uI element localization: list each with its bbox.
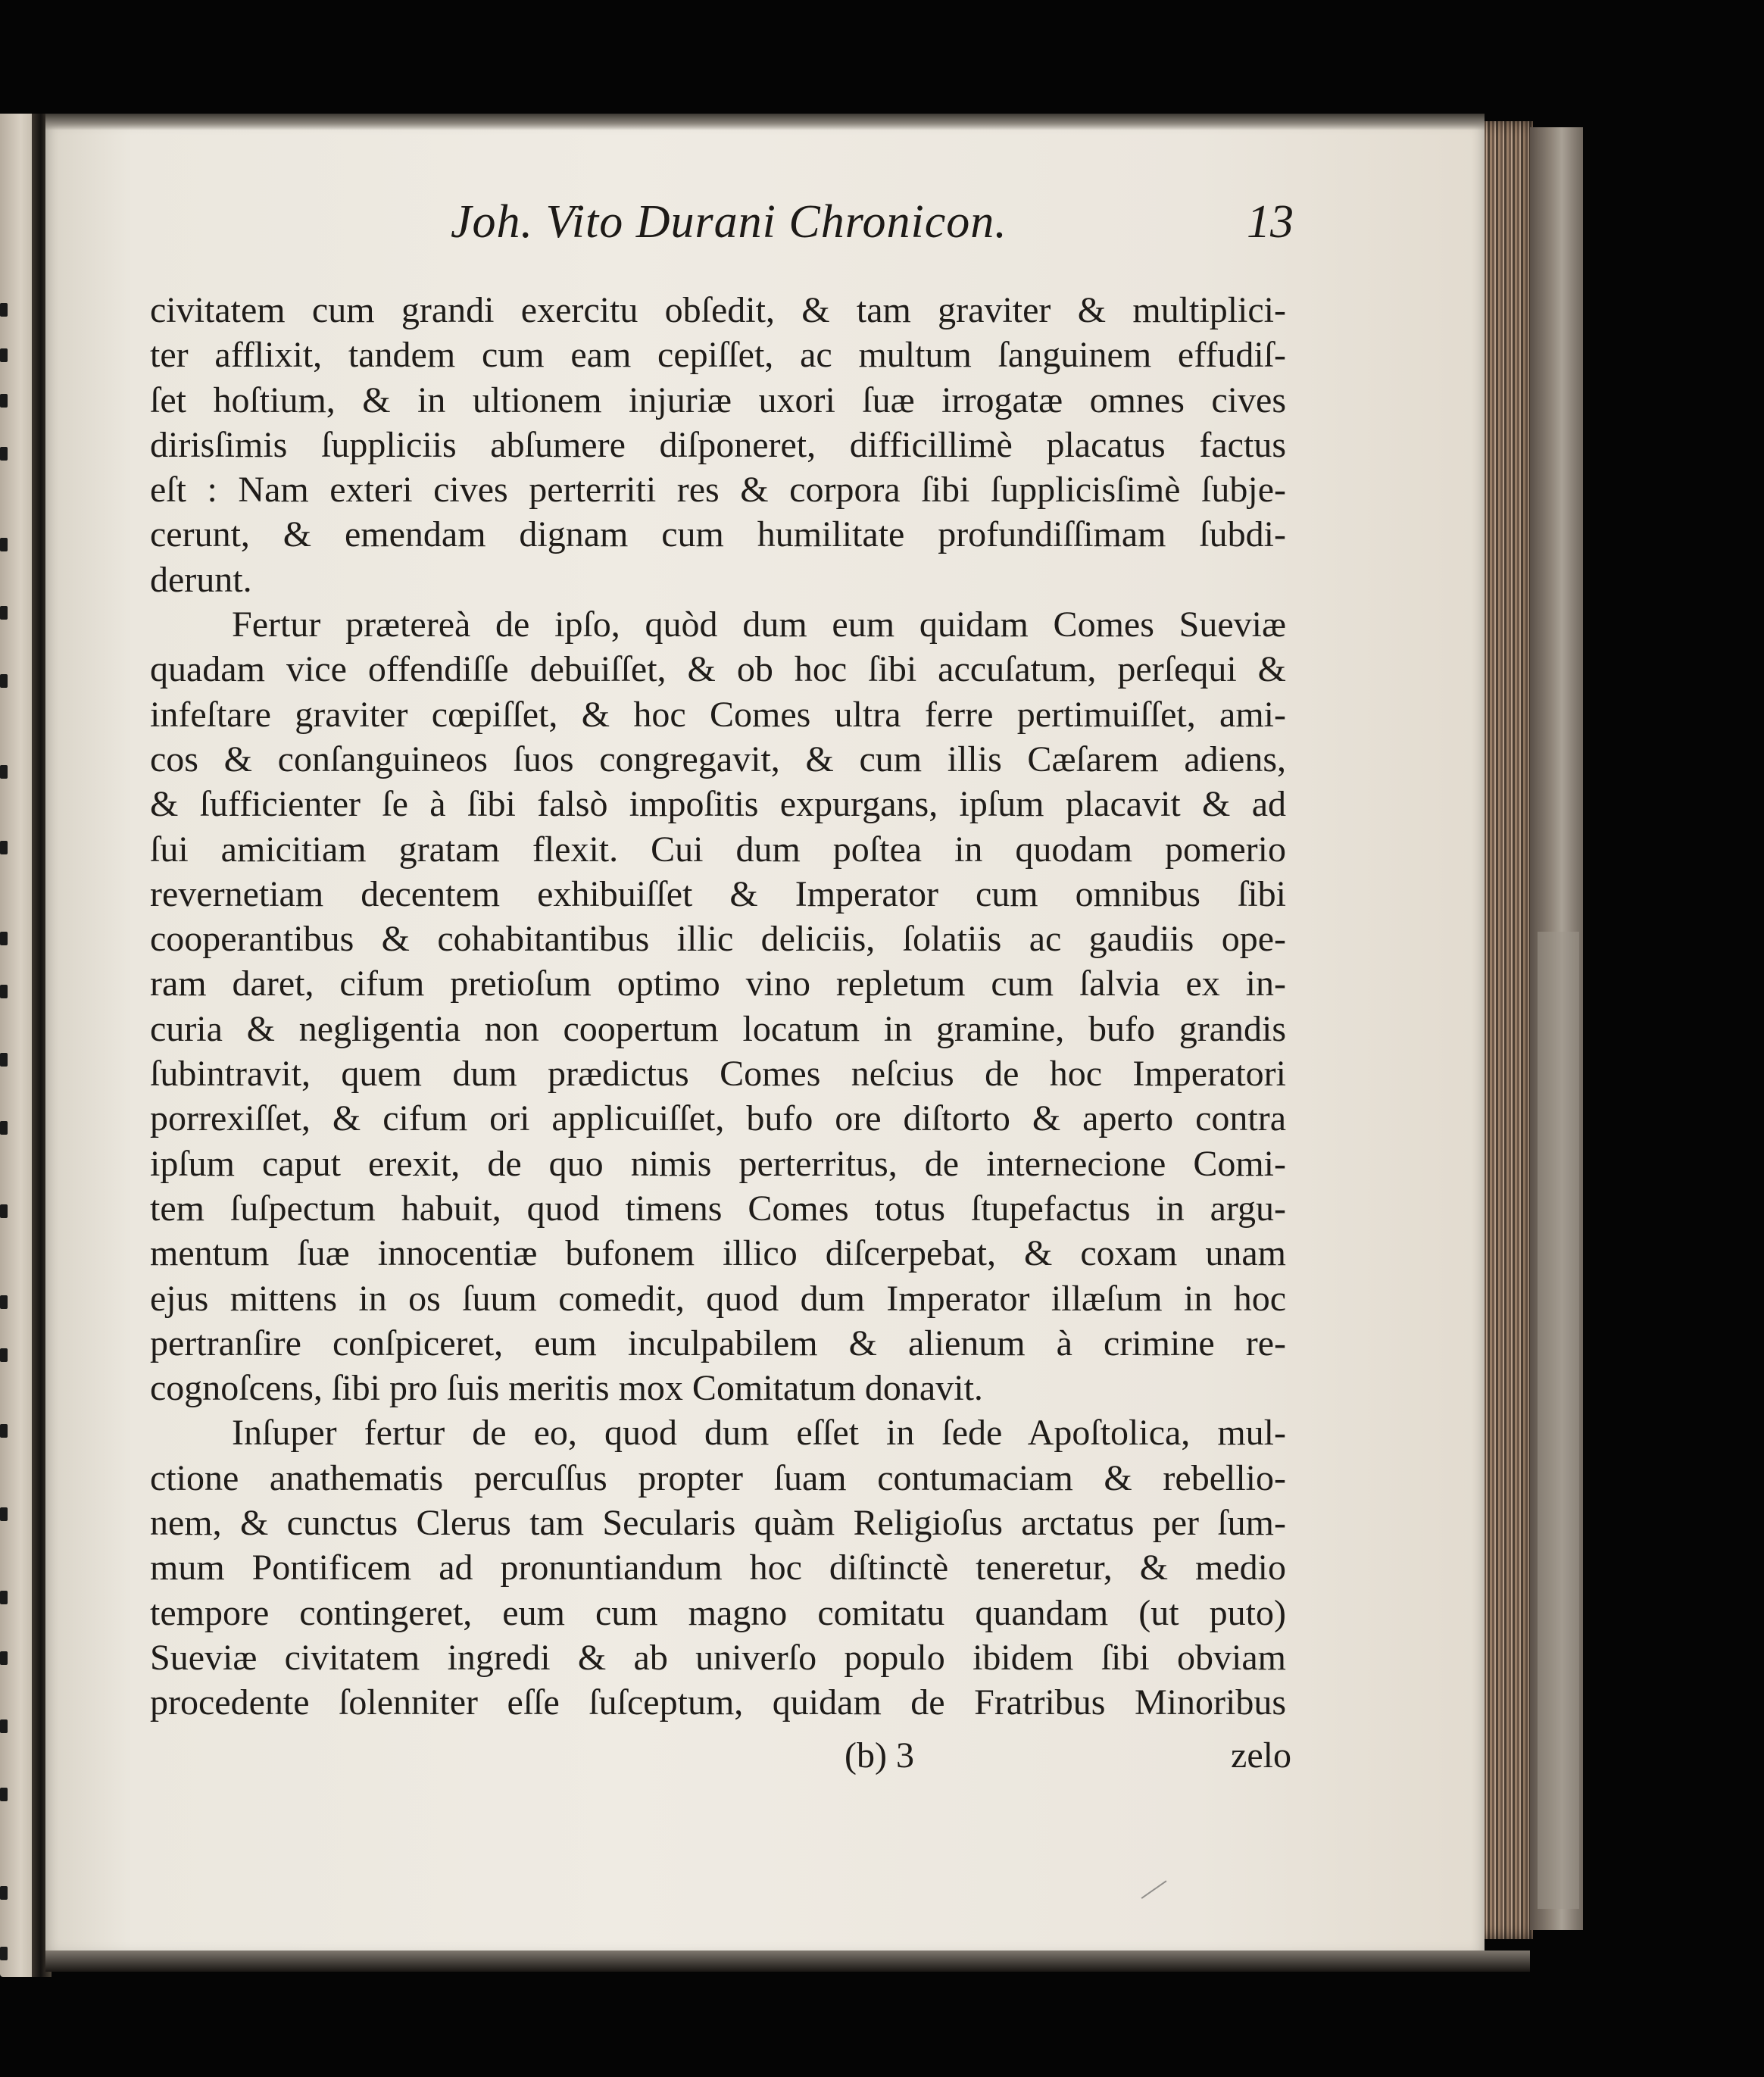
text-line: procedente ſolenniter eſſe ſuſceptum, quidam de Fratribus Minoribus	[150, 1682, 1286, 1723]
text-line: cerunt, & emendam dignam cum humilitate profundiſſimam ſubdi-	[150, 514, 1286, 555]
text-line: cos & conſanguineos ſuos congregavit, & cum illis Cæſarem adiens,	[150, 739, 1286, 779]
text-line: tem ſuſpectum habuit, quod timens Comes totus ſtupefactus in argu-	[150, 1188, 1286, 1229]
left-page-glyph-remnant	[0, 1204, 8, 1218]
paragraph-start-line: Inſuper fertur de eo, quod dum eſſet in ſede Apoſtolica, mul-	[232, 1413, 1286, 1454]
left-page-glyph-remnant	[0, 348, 8, 362]
running-title: Joh. Vito Durani Chronicon.	[451, 196, 1007, 248]
left-page-glyph-remnant	[0, 1295, 8, 1309]
text-line: mum Pontificem ad pronuntiandum hoc diſtinctè teneretur, & medio	[150, 1548, 1286, 1588]
text-line: eſt : Nam exteri cives perterriti res & corpora ſibi ſupplicisſimè ſubje-	[150, 470, 1286, 511]
text-line: infeſtare graviter cœpiſſet, & hoc Comes ultra ferre pertimuiſſet, ami-	[150, 694, 1286, 735]
left-page-glyph-remnant	[0, 1947, 8, 1960]
text-line: civitatem cum grandi exercitu obſedit, & tam graviter & multiplici-	[150, 290, 1286, 330]
left-page-glyph-remnant	[0, 932, 8, 945]
text-line: ipſum caput erexit, de quo nimis perterritus, de internecione Comi-	[150, 1143, 1286, 1184]
catchword: zelo	[1231, 1735, 1291, 1776]
text-line: nem, & cunctus Clerus tam Secularis quàm Religioſus arctatus per ſum-	[150, 1503, 1286, 1544]
left-page-glyph-remnant	[0, 1348, 8, 1362]
book-cover-board-lower	[1538, 932, 1579, 1909]
text-line: cognoſcens, ſibi pro ſuis meritis mox Comitatum donavit.	[150, 1368, 983, 1409]
text-line: ter afflixit, tandem cum eam cepiſſet, ac multum ſanguinem effudiſ-	[150, 335, 1286, 376]
left-page-glyph-remnant	[0, 1788, 8, 1801]
left-page-glyph-remnant	[0, 1053, 8, 1067]
text-line: tempore contingeret, eum cum magno comitatu quandam (ut puto)	[150, 1592, 1286, 1633]
left-page-glyph-remnant	[0, 606, 8, 620]
left-page-glyph-remnant	[0, 985, 8, 998]
left-page-glyph-remnant	[0, 447, 8, 461]
page-number: 13	[1247, 196, 1294, 248]
text-line: ſubintravit, quem dum prædictus Comes neſcius de hoc Imperatori	[150, 1054, 1286, 1095]
text-line: quadam vice offendiſſe debuiſſet, & ob hoc ſibi accuſatum, perſequi &	[150, 649, 1286, 690]
left-page-glyph-remnant	[0, 841, 8, 854]
left-page-glyph-remnant	[0, 394, 8, 408]
body-text	[150, 288, 1286, 1726]
left-page-glyph-remnant	[0, 1719, 8, 1733]
left-page-glyph-remnant	[0, 1424, 8, 1438]
left-page-glyph-remnant	[0, 1591, 8, 1604]
text-line: ſet hoſtium, & in ultionem injuriæ uxori ſuæ irrogatæ omnes cives	[150, 379, 1286, 420]
text-line: ctione anathematis percuſſus propter ſuam contumaciam & rebellio-	[150, 1457, 1286, 1498]
left-page-glyph-remnant	[0, 303, 8, 317]
text-line: dirisſimis ſuppliciis abſumere diſponeret, difficillimè placatus factus	[150, 424, 1286, 465]
left-page-glyph-remnant	[0, 765, 8, 779]
left-page-glyph-remnant	[0, 1651, 8, 1665]
signature-mark: (b) 3	[845, 1735, 914, 1776]
text-line: revernetiam decentem exhibuiſſet & Imperator cum omnibus ſibi	[150, 873, 1286, 914]
text-line: curia & negligentia non coopertum locatum in gramine, bufo grandis	[150, 1008, 1286, 1049]
text-line: mentum ſuæ innocentiæ bufonem illico diſcerpebat, & coxam unam	[150, 1233, 1286, 1274]
text-line: ſui amicitiam gratam flexit. Cui dum poſtea in quodam pomerio	[150, 829, 1286, 870]
text-line: Sueviæ civitatem ingredi & ab univerſo populo ibidem ſibi obviam	[150, 1637, 1286, 1678]
page-bottom-shadow	[45, 1951, 1530, 1972]
left-page-glyph-remnant	[0, 1121, 8, 1135]
text-line: derunt.	[150, 559, 252, 600]
text-line: & ſufficienter ſe à ſibi falsò impoſitis expurgans, ipſum placavit & ad	[150, 784, 1286, 825]
left-page-glyph-remnant	[0, 674, 8, 688]
page-top-shadow	[45, 114, 1485, 130]
text-line: cooperantibus & cohabitantibus illic deliciis, ſolatiis ac gaudiis ope-	[150, 919, 1286, 960]
text-line: pertranſire conſpiceret, eum inculpabilem & alienum à crimine re-	[150, 1323, 1286, 1363]
left-page-glyph-remnant	[0, 1507, 8, 1521]
left-page-glyph-remnant	[0, 538, 8, 551]
text-line: porrexiſſet, & cifum ori applicuiſſet, bufo ore diſtorto & aperto contra	[150, 1098, 1286, 1139]
left-page-glyph-remnant	[0, 1886, 8, 1900]
paragraph-start-line: Fertur prætereà de ipſo, quòd dum eum quidam Comes Sueviæ	[232, 604, 1286, 645]
text-line: ram daret, cifum pretioſum optimo vino repletum cum ſalvia ex in-	[150, 964, 1286, 1004]
text-line: ejus mittens in os ſuum comedit, quod dum Imperator illæſum in hoc	[150, 1278, 1286, 1319]
